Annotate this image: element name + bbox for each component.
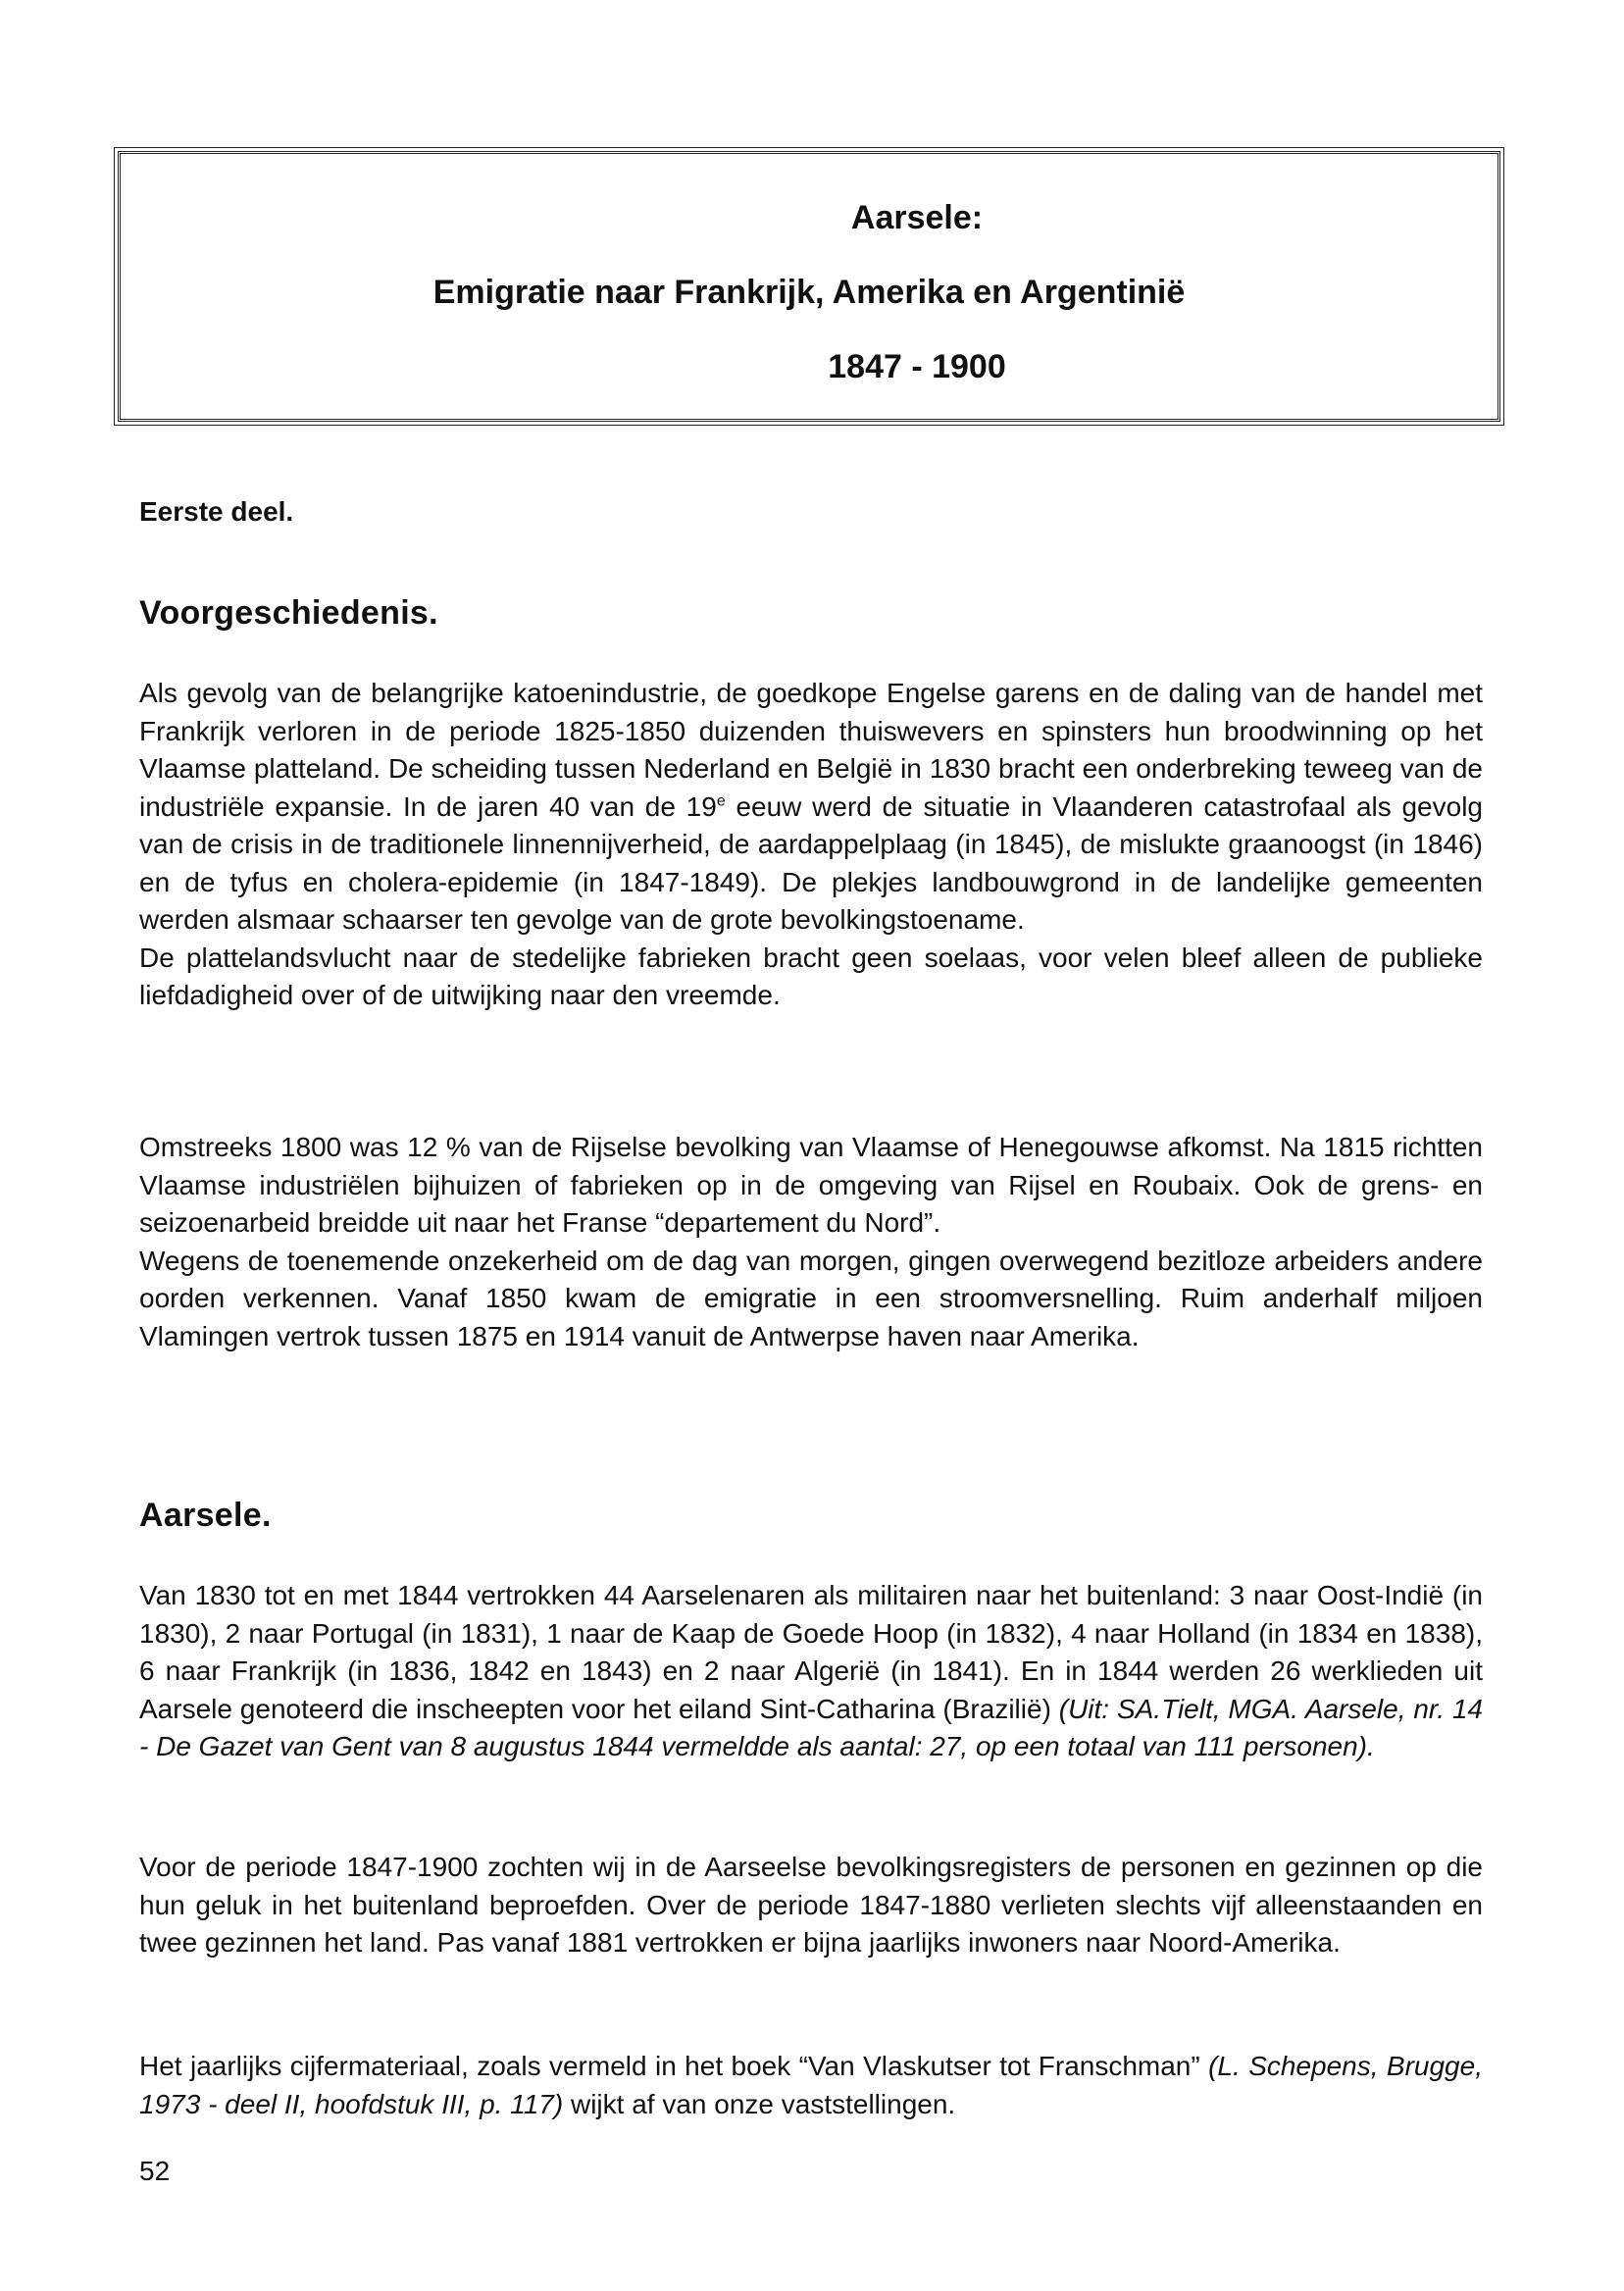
source-citation: (Uit: SA.Tielt, MGA. Aarsele, nr. 14 - De Gazet van Gent van 8 augustus 1844 vermeldde als aantal: 27, op een totaal van 111 personen). [139,1693,1483,1761]
aarsele-paragraph-3 [139,2048,1483,2123]
page-number: 52 [139,2156,171,2186]
superscript: e [716,792,726,810]
book-citation: (L. Schepens, Brugge, 1973 - deel II, hoofdstuk III, p. 117) [139,2051,1483,2119]
paragraph: Als gevolg van de belangrijke katoenindustrie, de goedkope Engelse garens en de daling van de handel met Frankrijk verloren in de periode 1825-1850 duizenden thuiswevers en spinsters hun broodwinning op het Vlaamse platteland. De scheiding tussen Nederland en België in 1830 bracht een onderbreking teweeg van de industriële expansie. In de jaren 40 van de 19e eeuw werd de situatie in Vlaanderen catastrofaal als gevolg van de crisis in de traditionele linnennijverheid, de aardappelplaag (in 1845), de mislukte graanoogst (in 1846) en de tyfus en cholera-epidemie (in 1847-1849). De plekjes landbouwgrond in de landelijke gemeenten werden alsmaar schaarser ten gevolge van de grote bevolkingstoename. [139,678,1483,935]
paragraph: Wegens de toenemende onzekerheid om de dag van morgen, gingen overwegend bezitloze arbeiders andere oorden verkennen. Vanaf 1850 kwam de emigratie in een stroomversnelling. Ruim anderhalf miljoen Vlamingen vertrok tussen 1875 en 1914 vanuit de Antwerpse haven naar Amerika. [139,1245,1483,1351]
part-label: Eerste deel. [139,496,294,527]
paragraph: Omstreeks 1800 was 12 % van de Rijselse bevolking van Vlaamse of Henegouwse afkomst. Na 1815 richtten Vlaamse industriëlen bijhuizen of fabrieken op in de omgeving van Rijsel en Roubaix. Ook de grens- en seizoenarbeid breidde uit naar het Franse “departement du Nord”. [139,1132,1483,1238]
paragraph: Voor de periode 1847-1900 zochten wij in de Aarseelse bevolkingsregisters de personen en gezinnen op die hun geluk in het buitenland beproefden. Over de periode 1847-1880 verlieten slechts vijf alleenstaanden en twee gezinnen het land. Pas vanaf 1881 vertrokken er bijna jaarlijks inwoners naar Noord-Amerika. [139,1852,1483,1958]
title-years: 1847 - 1900 [828,348,1006,385]
title-place: Aarsele: [850,199,984,236]
aarsele-paragraph-2 [139,1849,1483,1962]
paragraph: De plattelandsvlucht naar de stedelijke fabrieken bracht geen soelaas, voor velen bleef alleen de publieke liefdadigheid over of de uitwijking naar den vreemde. [139,942,1483,1010]
paragraph: Van 1830 tot en met 1844 vertrokken 44 Aarselenaren als militairen naar het buitenland: 3 naar Oost-Indië (in 1830), 2 naar Portugal (in 1831), 1 naar de Kaap de Goede Hoop (in 1832), 4 naar Holland (in 1834 en 1838), 6 naar Frankrijk (in 1836, 1842 en 1843) en 2 naar Algerië (in 1841). En in 1844 werden 26 werklieden uit Aarsele genoteerd die inscheepten voor het eiland Sint-Catharina (Brazilië) (Uit: SA.Tielt, MGA. Aarsele, nr. 14 - De Gazet van Gent van 8 augustus 1844 vermeldde als aantal: 27, op een totaal van 111 personen). [139,1580,1483,1761]
aarsele-paragraph-1 [139,1577,1483,1766]
heading-voorgeschiedenis: Voorgeschiedenis. [139,594,438,632]
heading-aarsele: Aarsele. [139,1497,272,1534]
voorgeschiedenis-paragraphs-2 [139,1129,1483,1355]
paragraph: Het jaarlijks cijfermateriaal, zoals vermeld in het boek “Van Vlaskutser tot Franschman” (L. Schepens, Brugge, 1973 - deel II, hoofdstuk III, p. 117) wijkt af van onze vaststellingen. [139,2051,1483,2119]
title-subject: Emigratie naar Frankrijk, Amerika en Argentinië [432,274,1186,311]
voorgeschiedenis-paragraphs-1 [139,675,1483,1015]
title-box [118,151,1500,422]
